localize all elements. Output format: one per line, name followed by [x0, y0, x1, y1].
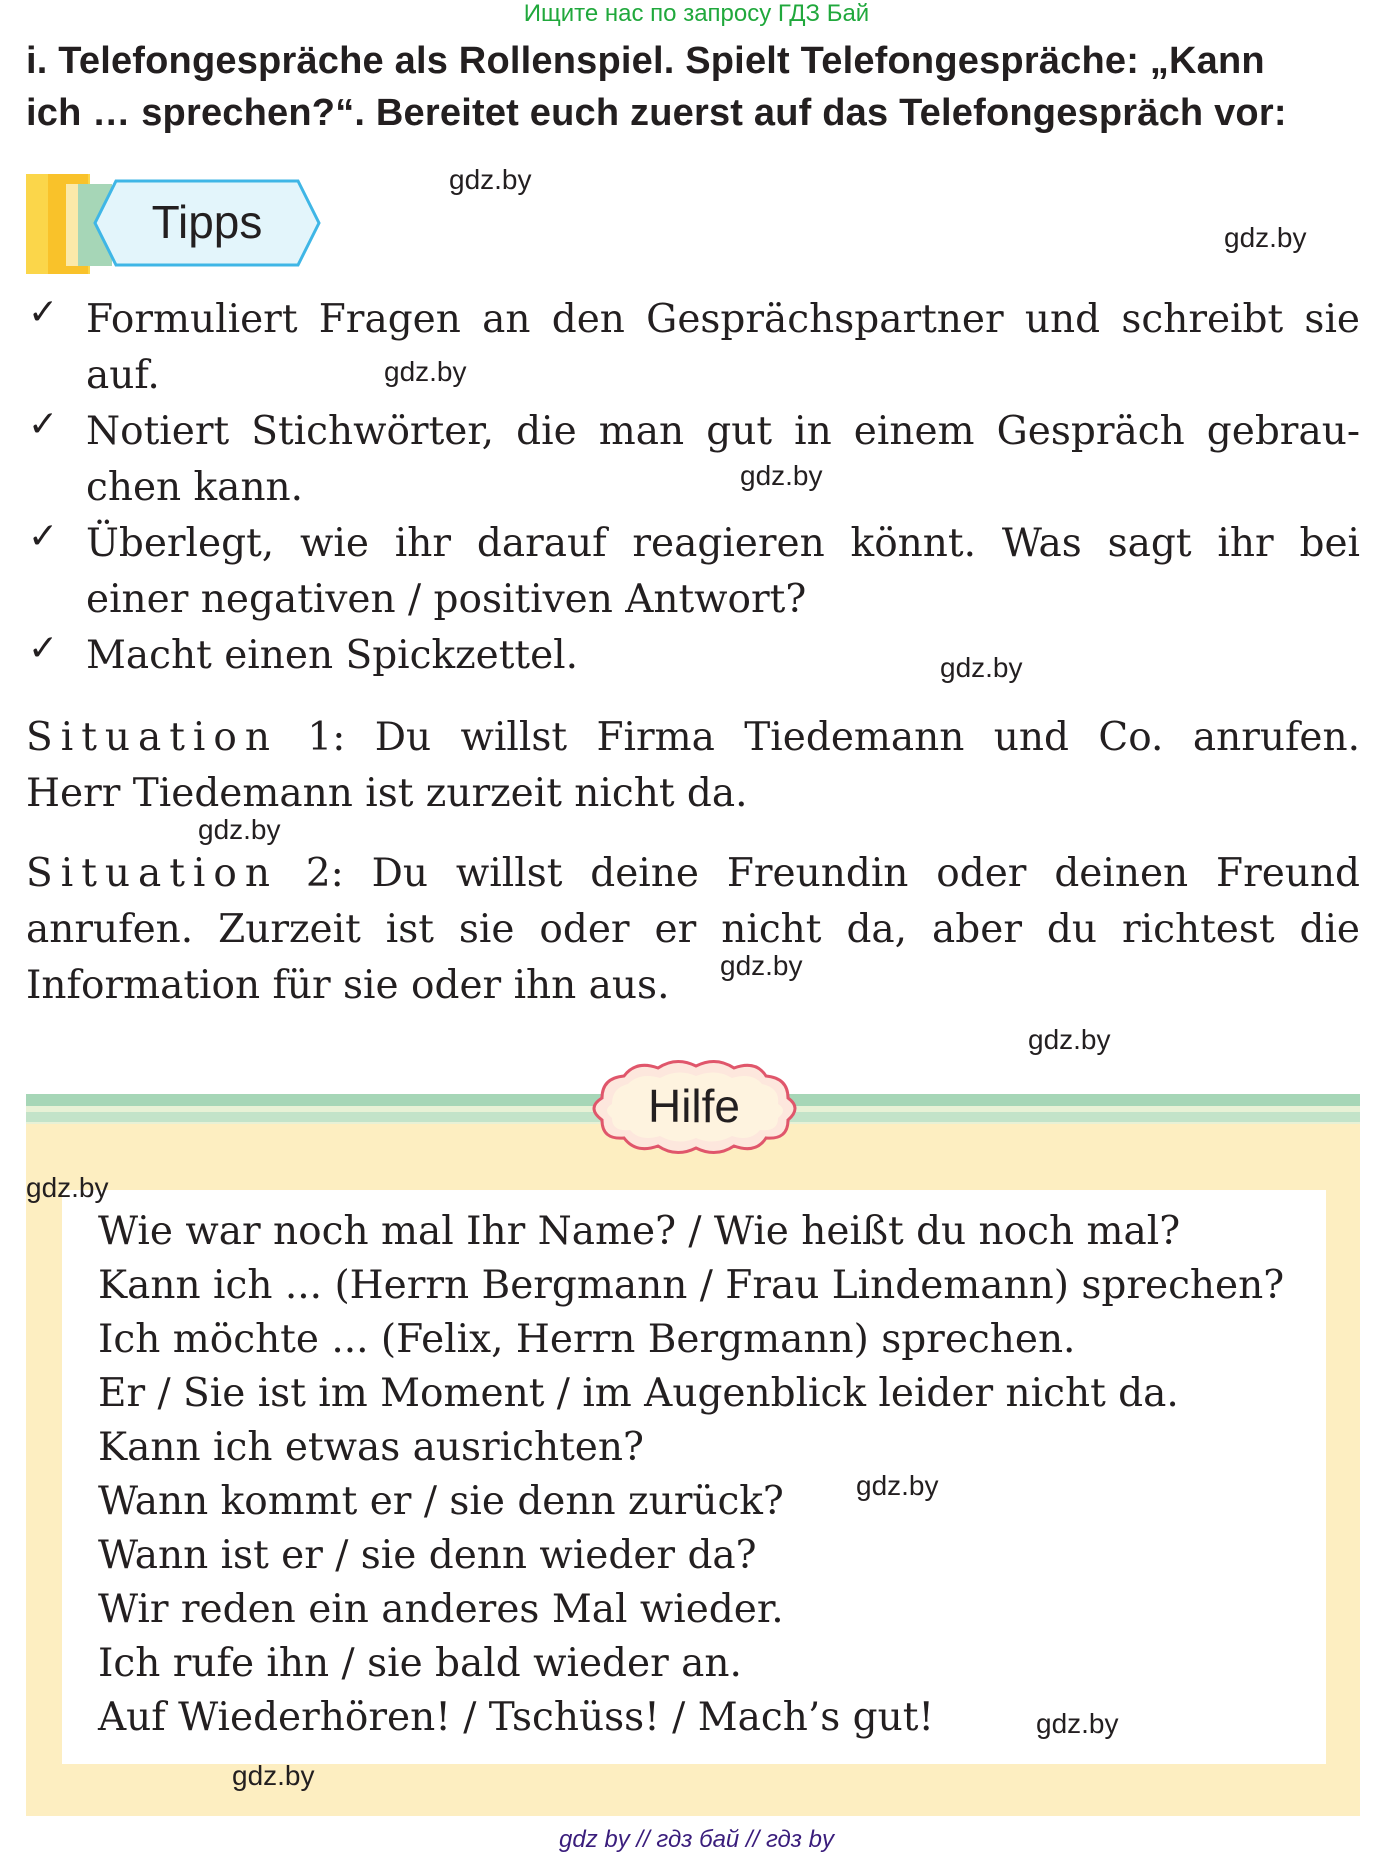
- check-icon: ✓: [28, 628, 59, 669]
- hilfe-line-1: Wie war noch mal Ihr Name? / Wie heißt du noch mal?: [98, 1209, 1181, 1254]
- tipp-2-line-2: chen kann.: [86, 465, 304, 510]
- check-icon: ✓: [28, 404, 59, 445]
- tipp-2-line-1: Notiert Stichwörter, die man gut in einem Gespräch gebrau-: [86, 409, 1360, 454]
- watermark: gdz.by: [740, 460, 823, 491]
- hilfe-line-4: Er / Sie ist im Moment / im Augenblick leider nicht da.: [98, 1371, 1179, 1416]
- tipp-1-line-1: Formuliert Fragen an den Gesprächspartner und schreibt sie: [86, 297, 1360, 342]
- watermark: gdz.by: [232, 1760, 315, 1791]
- tipp-3-line-1: Überlegt, wie ihr darauf reagieren könnt. Was sagt ihr bei: [86, 521, 1360, 566]
- hilfe-line-8: Wir reden ein anderes Mal wieder.: [98, 1587, 784, 1632]
- situation-1-text: 1: Du willst Firma Tiedemann und Co. anrufen.: [277, 715, 1360, 760]
- watermark: gdz.by: [1224, 222, 1307, 253]
- exercise-heading-line-1: i. Telefongespräche als Rollenspiel. Spielt Telefongespräche: „Kann: [26, 40, 1265, 82]
- situation-1-line-2: Herr Tiedemann ist zurzeit nicht da.: [26, 771, 748, 816]
- watermark: gdz.by: [198, 814, 281, 845]
- watermark: gdz.by: [720, 950, 803, 981]
- exercise-heading-line-2: ich … sprechen?“. Bereitet euch zuerst auf das Telefongespräch vor:: [26, 92, 1287, 134]
- watermark: gdz.by: [1028, 1024, 1111, 1055]
- tipp-4-line-1: Macht einen Spickzettel.: [86, 633, 579, 678]
- hilfe-badge: [584, 1054, 804, 1158]
- footer-links[interactable]: gdz by // гдз бай // гдз by: [559, 1826, 834, 1853]
- situation-2-text: 2: Du willst deine Freundin oder deinen Freund: [277, 851, 1360, 896]
- tipp-3-line-2: einer negativen / positiven Antwort?: [86, 577, 807, 622]
- hilfe-line-6: Wann kommt er / sie denn zurück?: [98, 1479, 784, 1524]
- check-icon: ✓: [28, 292, 59, 333]
- tipps-title: Tipps: [151, 196, 263, 248]
- tipp-1-line-2: auf.: [86, 353, 160, 398]
- hilfe-line-2: Kann ich ... (Herrn Bergmann / Frau Lindemann) sprechen?: [98, 1263, 1285, 1308]
- situation-2-line-1: [26, 846, 1360, 902]
- hilfe-line-3: Ich möchte ... (Felix, Herrn Bergmann) sprechen.: [98, 1317, 1076, 1362]
- watermark: gdz.by: [449, 164, 532, 195]
- hilfe-line-7: Wann ist er / sie denn wieder da?: [98, 1533, 757, 1578]
- watermark: gdz.by: [1036, 1708, 1119, 1739]
- situation-2-label: Situation: [26, 851, 278, 896]
- situation-1-line-1: [26, 710, 1360, 766]
- situation-2-line-2: anrufen. Zurzeit ist sie oder er nicht da, aber du richtest die: [26, 907, 1360, 952]
- check-icon: ✓: [28, 516, 59, 557]
- hilfe-line-10: Auf Wiederhören! / Tschüss! / Mach’s gut!: [98, 1695, 935, 1740]
- watermark: gdz.by: [26, 1172, 109, 1203]
- top-search-link[interactable]: Ищите нас по запросу ГДЗ Бай: [523, 0, 870, 27]
- watermark: gdz.by: [856, 1470, 939, 1501]
- watermark: gdz.by: [940, 652, 1023, 683]
- watermark: gdz.by: [384, 356, 467, 387]
- hilfe-title: Hilfe: [647, 1080, 741, 1132]
- situation-1-label: Situation: [26, 715, 278, 760]
- tipps-badge: [92, 178, 322, 268]
- hilfe-line-5: Kann ich etwas ausrichten?: [98, 1425, 644, 1470]
- hilfe-line-9: Ich rufe ihn / sie bald wieder an.: [98, 1641, 742, 1686]
- situation-2-line-3: Information für sie oder ihn aus.: [26, 963, 670, 1008]
